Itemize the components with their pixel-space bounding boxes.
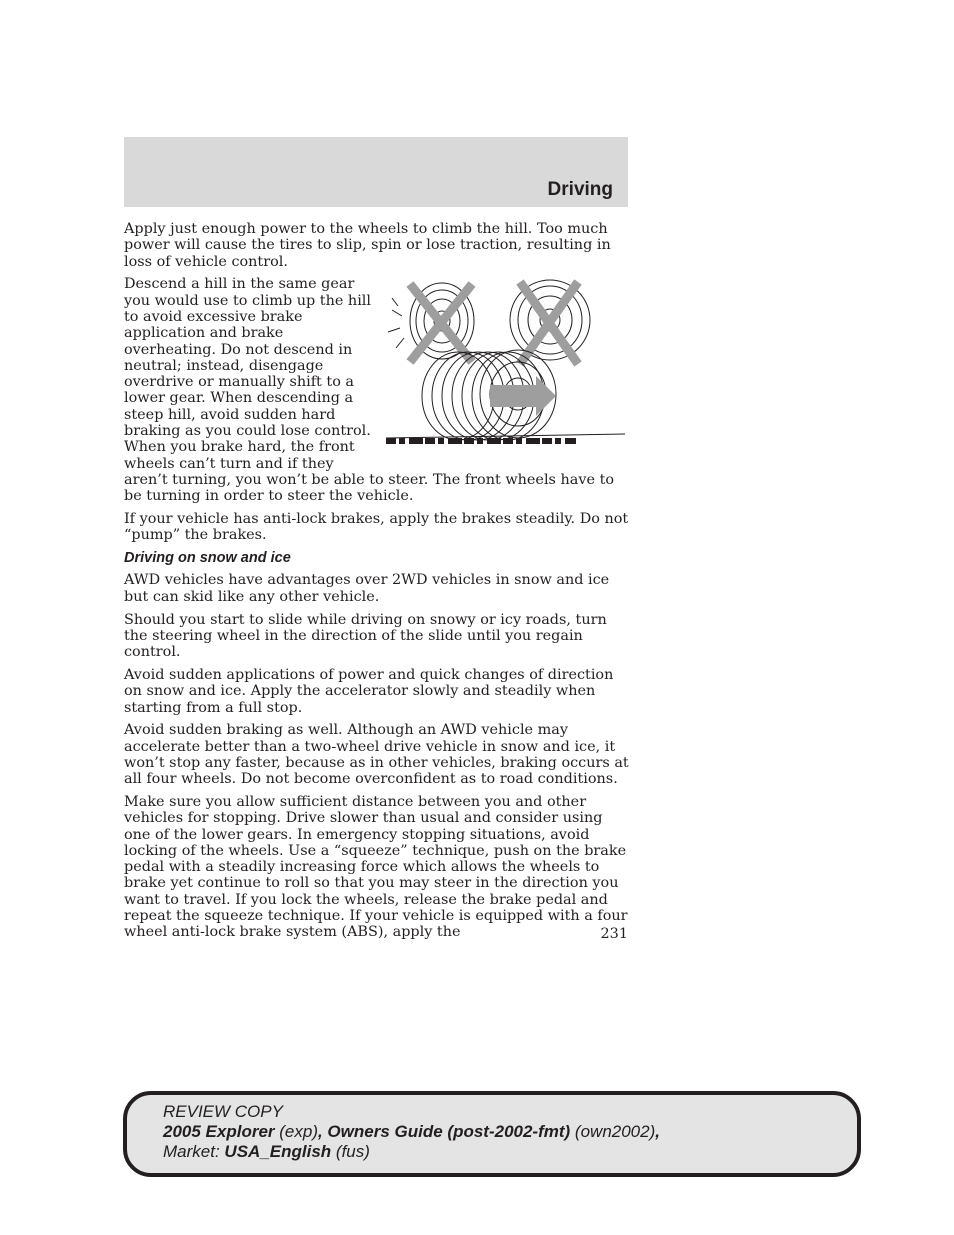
paragraph: Avoid sudden applications of power and quick changes of direction on snow and ice. Apply the accelerator slowly and steadily when starting from a full stop. [124,666,614,716]
paragraph: Make sure you allow sufficient distance between you and other vehicles for stopping. Drive slower than usual and consider using one of the lower gears. In emergency stopping situations, avoid locking of the wheels. Use a “squeeze” technique, push on the brake pedal with a steadily increasing force which allows the wheels to brake yet continue to roll so that you may steer in the direction you want to travel. If you lock the wheels, release the brake pedal and repeat the squeeze technique. If your vehicle is equipped with a four wheel anti-lock brake system (ABS), apply the [124,794,628,941]
paragraph: Descend a hill in the same gear you would use to climb up the hill to avoid excessive brake application and brake overheating. Do not descend in neutral; instead, disengage overdrive or manually shift to a lower gear. When descending a steep hill, avoid sudden hard braking as you could lose control. When you brake hard, the front wheels can’t turn and if they aren’t turning, you won’t be able to steer. The front wheels have to be turning in order to steer the vehicle. [124,276,615,505]
paragraph: Should you start to slide while driving on snowy or icy roads, turn the steering wheel in the direction of the slide until you regain control. [124,611,607,661]
paragraph: Avoid sudden braking as well. Although an AWD vehicle may accelerate better than a two-wheel drive vehicle in snow and ice, it won’t stop any faster, because as in other vehicles, braking occurs at all four wheels. Do not become overconfident as to road conditions. [124,722,629,788]
model-code: (exp) [279,1122,318,1141]
model-name: 2005 Explorer [163,1122,275,1141]
review-copy-footer [123,1091,861,1177]
guide-code: (own2002) [574,1122,656,1141]
paragraph: AWD vehicles have advantages over 2WD vehicles in snow and ice but can skid like any other vehicle. [124,572,610,605]
market-code: (fus) [335,1142,370,1161]
guide-name: , Owners Guide (post-2002-fmt) [317,1122,571,1141]
prohibited-x-icon [410,284,472,362]
section-title: Driving [547,179,613,200]
section-header-band [124,137,628,207]
page-content [124,221,630,947]
paragraph: If your vehicle has anti-lock brakes, apply the brakes steadily. Do not “pump” the brakes. [124,511,629,544]
direction-arrow-icon [490,376,556,416]
review-copy-text [163,1102,660,1162]
separator: , [655,1122,660,1141]
review-copy-label: REVIEW COPY [163,1102,283,1121]
market-value: USA_English [224,1142,332,1161]
page-number: 231 [600,926,628,942]
paragraph: Apply just enough power to the wheels to climb the hill. Too much power will cause the tires to slip, spin or lose traction, resulting in loss of vehicle control. [124,221,611,270]
wheel-traction-svg [380,276,630,466]
subheading: Driving on snow and ice [124,550,291,567]
wheel-traction-illustration [380,276,630,466]
market-label: Market: [163,1142,220,1161]
